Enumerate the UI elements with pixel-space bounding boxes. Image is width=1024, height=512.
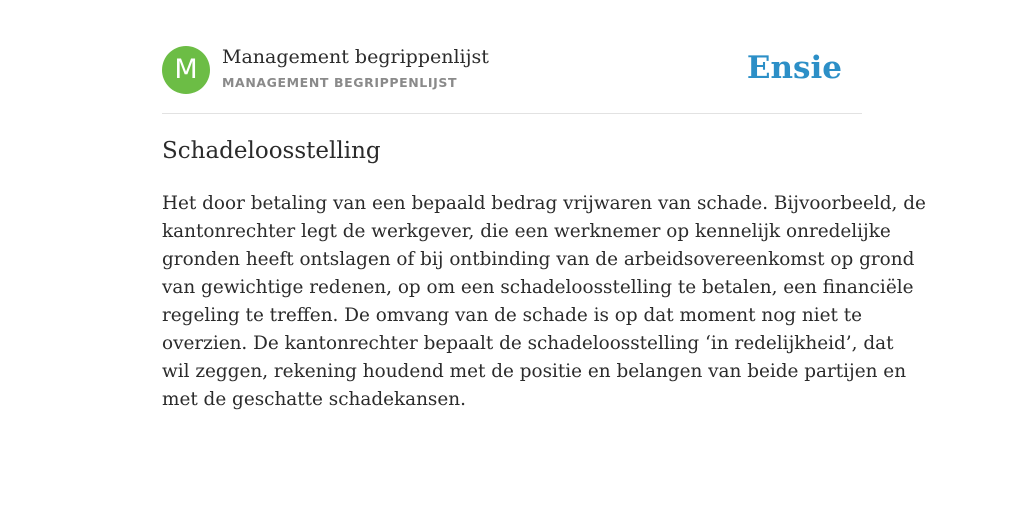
source-title-link[interactable]: Management begrippenlijst [222,46,489,68]
definition-line: kantonrechter legt de werkgever, die een werknemer op kennelijk onredelijke [162,221,891,242]
definition-line: gronden heeft ontslagen of bij ontbinding van de arbeidsovereenkomst op grond [162,249,915,270]
term-title: Schadeloosstelling [162,138,381,164]
definition-line: van gewichtige redenen, op om een schadeloosstelling te betalen, een financiële [162,277,914,298]
source-avatar[interactable]: M [162,46,210,94]
source-subtitle: MANAGEMENT BEGRIPPENLIJST [222,75,458,90]
definition-line: wil zeggen, rekening houdend met de positie en belangen van beide partijen en [162,361,907,382]
definition-line: regeling te treffen. De omvang van de schade is op dat moment nog niet te [162,305,863,326]
definition-line: Het door betaling van een bepaald bedrag vrijwaren van schade. Bijvoorbeeld, de [162,193,926,214]
header-divider [162,113,862,114]
ensie-logo[interactable]: Ensie [746,50,842,86]
source-header [162,46,862,96]
definition-line: overzien. De kantonrechter bepaalt de schadeloosstelling ‘in redelijkheid’, dat [162,333,894,354]
definition-line: met de geschatte schadekansen. [162,389,466,410]
definition-text [162,190,926,414]
